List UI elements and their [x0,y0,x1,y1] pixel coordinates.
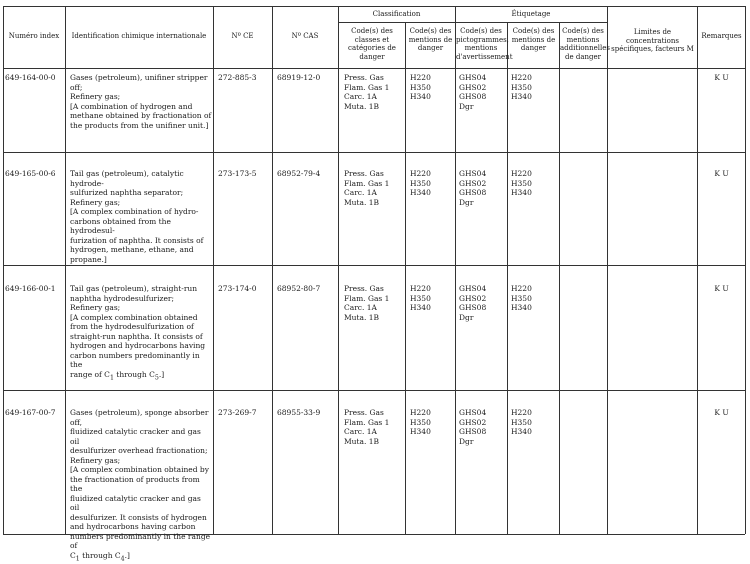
col-rule [697,6,698,534]
cell-chemical-identification [70,73,212,130]
header-chemical-identification: Identification chimique internationale [71,32,207,40]
cell-cas-no: 68952-79-4 [277,169,321,178]
cell-hazard-class: Press. Gas Flam. Gas 1 Carc. 1A Muta. 1B [344,169,390,207]
cell-ce-no: 272-885-3 [218,73,257,82]
ident-line: [A complex combination obtained by [70,465,209,474]
col-rule [65,6,66,534]
ident-line: from the hydrodesulfurization of [70,322,194,331]
header-index-no: Numéro index [8,32,60,40]
ident-line: straight-run naphtha. It consists of [70,331,203,341]
rule-group-split [338,22,607,23]
range-prefix: range of C [70,369,110,379]
cell-label-hazard-statement: H220 H350 H340 [511,408,532,436]
cell-pictogram: GHS04 GHS02 GHS08 Dgr [459,73,487,111]
rule-row-2 [3,265,745,266]
cell-index-no: 649-166-00-1 [5,284,56,293]
range-suffix: .] [158,369,165,379]
cell-hazard-class: Press. Gas Flam. Gas 1 Carc. 1A Muta. 1B [344,408,390,446]
header-concentration-limits: Limites de concentrations spécifiques, facteurs M [611,28,694,53]
cell-notes: K U [714,73,729,82]
col-rule [507,22,508,534]
range-mid: through C [113,369,155,379]
cell-ce-no: 273-173-5 [218,169,257,178]
subscript: 1 [109,374,114,381]
ident-line: Tail gas (petroleum), straight-run [70,284,198,293]
subscript: 5 [154,374,159,381]
cell-chemical-identification [70,408,212,564]
cell-ce-no: 273-269-7 [218,408,257,417]
col-rule [405,22,406,534]
header-cas-no: Nº CAS [291,32,319,40]
cell-cas-no: 68955-33-9 [277,408,321,417]
ident-line: fluidized catalytic cracker and gas oil [70,427,201,446]
ident-line: the products from the unifiner unit.] [70,120,209,130]
header-hazard-class: Code(s) des classes et catégories de danger [348,27,396,61]
ident-line: desulfurizer. It consists of hydrogen [70,512,207,522]
cell-pictogram: GHS04 GHS02 GHS08 Dgr [459,169,487,207]
cell-label-hazard-statement: H220 H350 H340 [511,169,532,197]
ident-line: [A complex combination of hydro- [70,207,199,216]
cell-hazard-statement: H220 H350 H340 [410,169,431,197]
ident-line: Gases (petroleum), sponge absorber off, [70,408,209,427]
cell-index-no: 649-164-00-0 [5,73,56,82]
cell-hazard-statement: H220 H350 H340 [410,73,431,101]
subscript: 4 [120,555,125,562]
rule-row-3 [3,390,745,391]
header-labelling: Étiquetage [511,10,551,18]
ident-line: Refinery gas; [70,455,121,465]
col-rule [455,6,456,534]
cell-label-hazard-statement: H220 H350 H340 [511,73,532,101]
ident-line: sulfurized naphtha separator; [70,188,184,197]
cell-pictogram: GHS04 GHS02 GHS08 Dgr [459,284,487,322]
cell-pictogram: GHS04 GHS02 GHS08 Dgr [459,408,487,446]
ident-line: propane.] [70,254,107,264]
rule-top [3,6,745,7]
cell-ce-no: 273-174-0 [218,284,257,293]
ident-line: desulfurizer overhead fractionation; [70,446,208,455]
ident-line: Gases (petroleum), unifiner stripper off; [70,73,208,92]
col-rule [607,6,608,534]
col-rule [338,6,339,534]
ident-line: hydrogen, methane, ethane, and [70,245,194,254]
header-pictogram: Code(s) des pictogrammes, mentions d'avertissement [456,27,513,61]
ident-line: numbers predominantly in the range of [70,531,211,550]
col-rule [272,6,273,534]
ident-line: carbons obtained from the hydrodesul- [70,216,171,235]
cell-chemical-identification [70,284,212,383]
cell-chemical-identification [70,169,212,264]
range-mid: through C [79,550,121,560]
ident-line: and hydrocarbons having carbon [70,522,196,531]
range-suffix: .] [124,550,130,560]
cell-hazard-statement: H220 H350 H340 [410,408,431,436]
rule-header-bottom [3,68,745,69]
col-rule [559,22,560,534]
ident-line: naphtha hydrodesulfurizer; [70,293,175,303]
cell-notes: K U [714,284,729,293]
cell-hazard-statement: H220 H350 H340 [410,284,431,312]
cell-hazard-class: Press. Gas Flam. Gas 1 Carc. 1A Muta. 1B [344,73,390,111]
header-notes: Remarques [701,32,742,40]
cell-hazard-class: Press. Gas Flam. Gas 1 Carc. 1A Muta. 1B [344,284,390,322]
range-prefix: C [70,550,76,560]
ident-range-line [70,370,212,383]
subscript: 1 [75,555,80,562]
ident-line: furization of naphtha. It consists of [70,235,204,245]
ident-line: [A complex combination obtained [70,312,198,322]
ident-line: Refinery gas; [70,197,121,207]
header-supplemental-hazard-statement: Code(s) des mentions additionnelles de danger [560,27,611,61]
cell-label-hazard-statement: H220 H350 H340 [511,284,532,312]
cell-cas-no: 68952-80-7 [277,284,321,293]
cell-index-no: 649-167-00-7 [5,408,56,417]
ident-line: the fractionation of products from the [70,474,200,493]
col-rule [745,6,746,534]
header-label-hazard-statement: Code(s) des mentions de danger [511,27,556,52]
ident-line: hydrogen and hydrocarbons having [70,341,206,350]
header-ce-no: Nº CE [231,32,254,40]
cell-notes: K U [714,408,729,417]
cell-index-no: 649-165-00-6 [5,169,56,178]
header-hazard-statement: Code(s) des mentions de danger [408,27,453,52]
ident-line: [A combination of hydrogen and [70,101,193,111]
header-classification: Classification [372,10,421,18]
ident-line: carbon numbers predominantly in the [70,350,200,369]
ident-line: Tail gas (petroleum), catalytic hydrode- [70,169,184,188]
ident-line: fluidized catalytic cracker and gas oil [70,493,201,512]
ident-line: methane obtained by fractionation of [70,111,212,120]
col-rule [213,6,214,534]
ident-line: Refinery gas; [70,92,121,101]
rule-row-1 [3,152,745,153]
cell-notes: K U [714,169,729,178]
cell-cas-no: 68919-12-0 [277,73,321,82]
ident-line: Refinery gas; [70,303,121,312]
ident-range-line [70,551,212,564]
col-rule [3,6,4,534]
